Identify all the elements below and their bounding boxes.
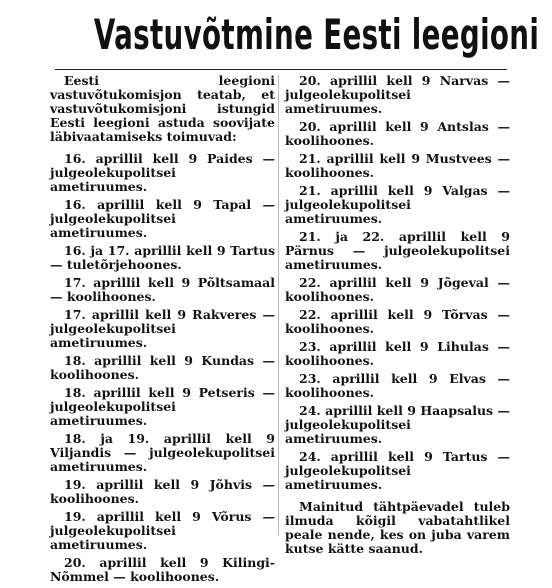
schedule-entry: 19. aprillil kell 9 Võrus — julgeolekupolitsei ametiruumes. [50, 509, 275, 552]
closing-paragraph: Mainitud tähtpäevadel tuleb ilmuda kõigil vabatahtlikel peale nende, kes on juba varem kutse kätte saanud. [285, 499, 510, 556]
schedule-entry: 16. aprillil kell 9 Paides — julgeolekupolitsei ametiruumes. [50, 151, 275, 194]
right-column [285, 74, 510, 560]
schedule-entry: 21. ja 22. aprillil kell 9 Pärnus — julgeolekupolitsei ametiruumes. [285, 229, 510, 272]
schedule-entry: 18. aprillil kell 9 Kundas — koolihoones. [50, 353, 275, 382]
schedule-entry: 21. aprillil kell 9 Valgas — julgeolekupolitsei ametiruumes. [285, 183, 510, 226]
schedule-entry: 17. aprillil kell 9 Rakveres — julgeolekupolitsei ametiruumes. [50, 307, 275, 350]
left-column [50, 74, 275, 588]
schedule-entry: 18. aprillil kell 9 Petseris — julgeolekupolitsei ametiruumes. [50, 385, 275, 428]
schedule-entry: 24. aprillil kell 9 Tartus — julgeolekupolitsei ametiruumes. [285, 449, 510, 492]
schedule-entry: 20. aprillil kell 9 Antslas — koolihoones. [285, 119, 510, 148]
schedule-entry: 16. aprillil kell 9 Tapal — julgeolekupolitsei ametiruumes. [50, 197, 275, 240]
schedule-entry: 23. aprillil kell 9 Elvas — koolihoones. [285, 371, 510, 400]
intro-paragraph: Eesti leegioni vastuvõtukomisjon teatab, et vastuvõtukomisjoni istungid Eesti leegioni astuda soovijate läbivaatamiseks toimuvad: [50, 73, 275, 144]
headline: Vastuvõtmine Eesti leegioni [93, 10, 540, 59]
schedule-entry: 16. ja 17. aprillil kell 9 Tartus — tuletõrjehoones. [50, 243, 275, 272]
schedule-entry: 18. ja 19. aprillil kell 9 Viljandis — julgeolekupolitsei ametiruumes. [50, 431, 275, 474]
schedule-entry: 17. aprillil kell 9 Põltsamaal — koolihoones. [50, 275, 275, 304]
schedule-entry: 19. aprillil kell 9 Jõhvis — koolihoones. [50, 477, 275, 506]
schedule-entry: 22. aprillil kell 9 Jõgeval — koolihoones. [285, 275, 510, 304]
schedule-entry: 21. aprillil kell 9 Mustvees — koolihoones. [285, 151, 510, 180]
schedule-entry: 24. aprillil kell 9 Haapsalus — julgeolekupolitsei ametiruumes. [285, 403, 510, 446]
schedule-entry: 22. aprillil kell 9 Tõrvas — koolihoones. [285, 307, 510, 336]
column-divider [278, 75, 279, 535]
schedule-entry: 20. aprillil kell 9 Narvas — julgeolekupolitsei ametiruumes. [285, 73, 510, 116]
headline-rule [55, 69, 507, 70]
schedule-entry: 20. aprillil kell 9 Kilingi-Nõmmel — koolihoones. [50, 555, 275, 584]
schedule-entry: 23. aprillil kell 9 Lihulas — koolihoones. [285, 339, 510, 368]
